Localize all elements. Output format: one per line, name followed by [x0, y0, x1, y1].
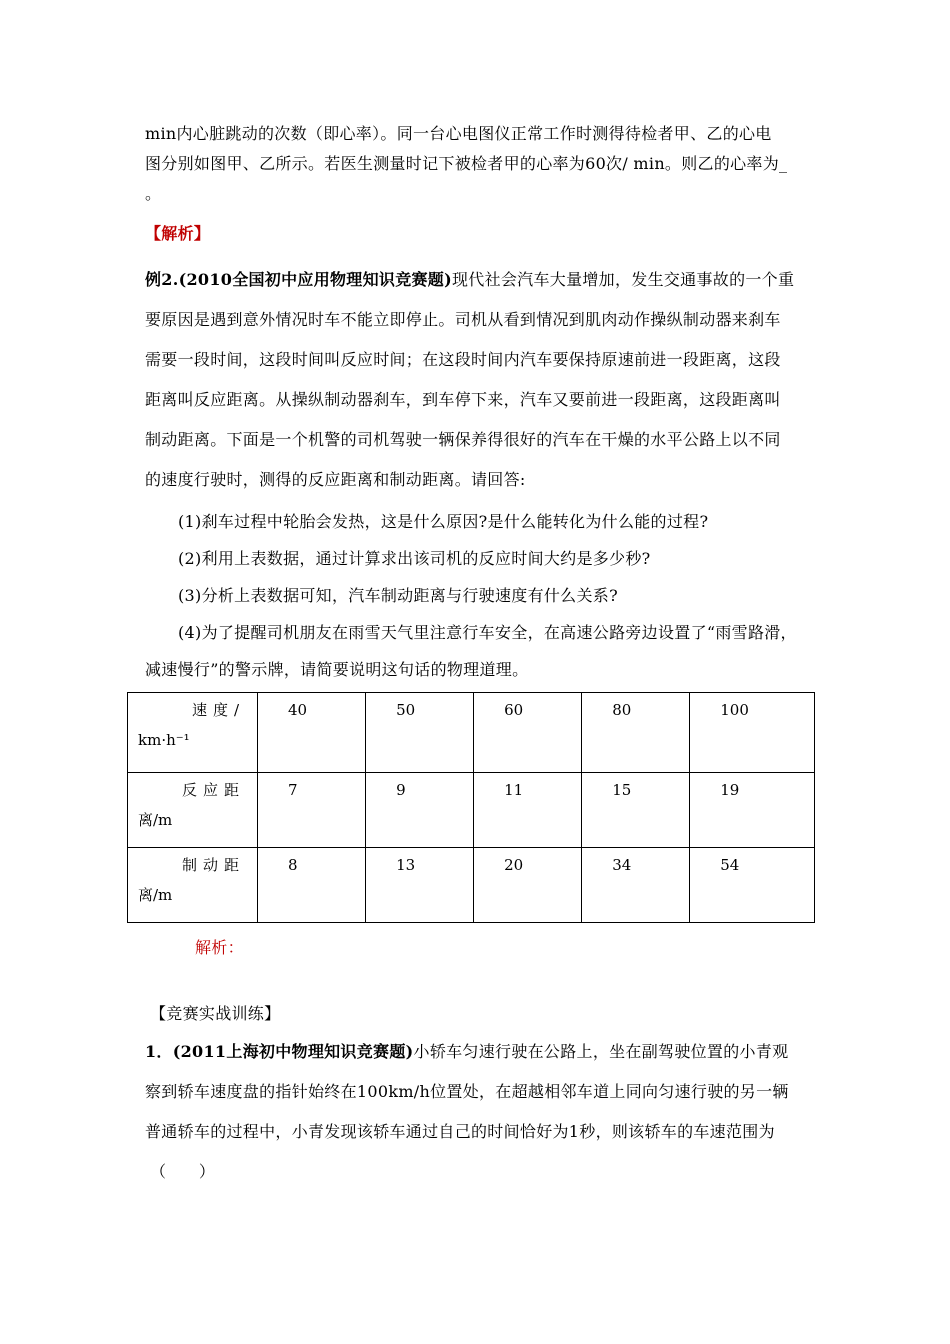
table-cell: 11: [474, 773, 582, 848]
question-4: (4)为了提醒司机朋友在雨雪天气里注意行车安全，在高速公路旁边设置了“雨雪路滑，: [178, 623, 797, 642]
question-3: (3)分析上表数据可知，汽车制动距离与行驶速度有什么关系?: [178, 586, 618, 605]
training-q1-line-2: 察到轿车速度盘的指针始终在100km/h位置处，在超越相邻车道上同向匀速行驶的另一辆: [145, 1082, 789, 1101]
table-cell: 100: [690, 693, 815, 773]
training-heading: 【竞赛实战训练】: [150, 1004, 281, 1023]
example2-line-2: 要原因是遇到意外情况时车不能立即停止。司机从看到情况到肌肉动作操纵制动器来刹车: [145, 310, 781, 329]
table-row-header: 制动距 离/m: [128, 848, 258, 923]
table-cell: 19: [690, 773, 815, 848]
table-row-header: 速度/ km·h⁻¹: [128, 693, 258, 773]
example2-line-6: 的速度行驶时，测得的反应距离和制动距离。请回答:: [145, 470, 526, 489]
example2-line-5: 制动距离。下面是一个机警的司机驾驶一辆保养得很好的汽车在干燥的水平公路上以不同: [145, 430, 781, 449]
analysis-heading-2: 解析：: [195, 938, 244, 957]
table-cell: 40: [258, 693, 366, 773]
analysis-heading-1: 【解析】: [145, 224, 211, 243]
training-q1-rest: 小轿车匀速行驶在公路上，坐在副驾驶位置的小青观: [413, 1042, 789, 1061]
table-cell: 60: [474, 693, 582, 773]
training-q1-line-1: [145, 1042, 788, 1062]
training-q1-tag: 1．(2011上海初中物理知识竞赛题): [145, 1042, 414, 1061]
example2-line-1: [145, 270, 794, 290]
intro-line-1: min内心脏跳动的次数（即心率）。同一台心电图仪正常工作时测得待检者甲、乙的心电: [145, 124, 772, 143]
table-cell: 80: [582, 693, 690, 773]
speed-distance-table: [127, 692, 815, 923]
example2-line-1-rest: 现代社会汽车大量增加，发生交通事故的一个重: [451, 270, 795, 289]
table-row: [128, 773, 815, 848]
intro-line-3: 。: [145, 184, 162, 203]
intro-line-2: 图分别如图甲、乙所示。若医生测量时记下被检者甲的心率为60次/ min。则乙的心率为_: [145, 154, 788, 173]
table-row: [128, 848, 815, 923]
example2-tag: 例2.(2010全国初中应用物理知识竞赛题): [145, 270, 452, 289]
table-cell: 54: [690, 848, 815, 923]
question-4-continued: 减速慢行”的警示牌，请简要说明这句话的物理道理。: [145, 660, 529, 679]
training-q1-answer-blank: （ ）: [150, 1162, 216, 1181]
table-cell: 8: [258, 848, 366, 923]
training-q1-line-3: 普通轿车的过程中，小青发现该轿车通过自己的时间恰好为1秒，则该轿车的车速范围为: [145, 1122, 775, 1141]
table-cell: 7: [258, 773, 366, 848]
table-cell: 13: [366, 848, 474, 923]
question-1: (1)刹车过程中轮胎会发热，这是什么原因?是什么能转化为什么能的过程?: [178, 512, 709, 531]
example2-line-3: 需要一段时间，这段时间叫反应时间；在这段时间内汽车要保持原速前进一段距离，这段: [145, 350, 781, 369]
table-cell: 50: [366, 693, 474, 773]
table-row-header: 反应距 离/m: [128, 773, 258, 848]
table-cell: 15: [582, 773, 690, 848]
example2-line-4: 距离叫反应距离。从操纵制动器刹车，到车停下来，汽车又要前进一段距离，这段距离叫: [145, 390, 781, 409]
table-cell: 34: [582, 848, 690, 923]
table-cell: 20: [474, 848, 582, 923]
question-2: (2)利用上表数据，通过计算求出该司机的反应时间大约是多少秒?: [178, 549, 651, 568]
table-row: [128, 693, 815, 773]
table-cell: 9: [366, 773, 474, 848]
